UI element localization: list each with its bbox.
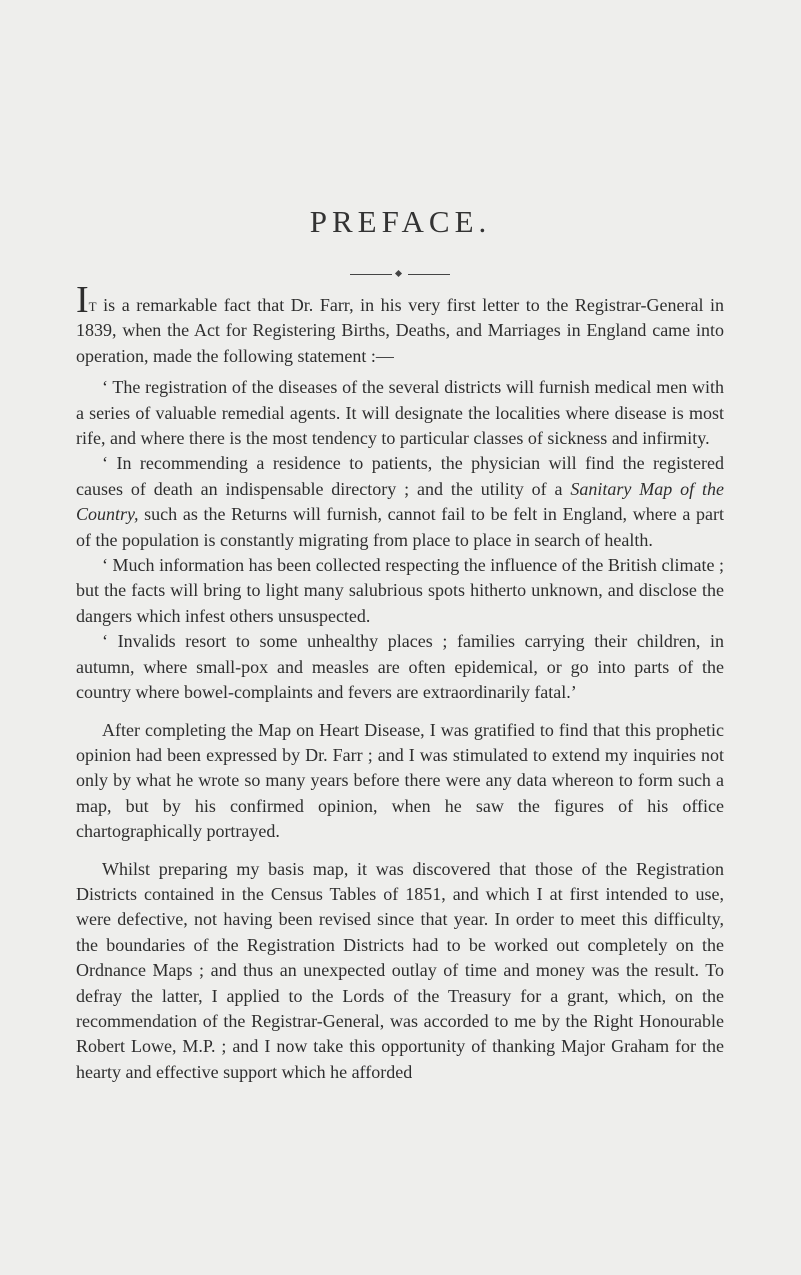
farr-quotation xyxy=(76,375,724,705)
body-paragraphs xyxy=(76,718,724,1086)
quote-paragraph-3: ‘ Much information has been collected respecting the influence of the British climate ; but the facts will bring to light many salubrious spots hitherto unknown, and disclose the dangers which infest others unsuspected. xyxy=(76,555,724,626)
ornament-rule-right xyxy=(408,274,450,275)
drop-cap: I xyxy=(76,279,89,321)
intro-paragraph xyxy=(76,279,724,369)
first-word-rest: t xyxy=(88,295,97,315)
quote-2-text-a: ‘ In recommending a residence to patients, the physician will find the registered causes of death an indispensable directory ; and the utility of a xyxy=(76,453,724,499)
intro-text: is a remarkable fact that Dr. Farr, in his very first letter to the Registrar-General in 1839, when the Act for Registering Births, Deaths, and Marriages in England came into operation, made the following statement :— xyxy=(76,295,724,366)
quote-paragraph-2 xyxy=(76,451,724,553)
quote-2-text-b: such as the Returns will furnish, cannot fail to be felt in England, where a part of the population is constantly migrating from place to place in search of health. xyxy=(76,504,724,550)
quote-paragraph-4: ‘ Invalids resort to some unhealthy places ; families carrying their children, in autumn, where small-pox and measles are often epidemical, or go into parts of the country where bowel-complaints and fevers are extraordinarily fatal.’ xyxy=(76,631,724,703)
body-paragraph-1: After completing the Map on Heart Disease, I was gratified to find that this prophetic opinion had been expressed by Dr. Farr ; and I was stimulated to extend my inquiries not only by what he wrote so many years before there were any data whereon to form such a map, but by his confirmed opinion, when he saw the figures of his office chartographically portrayed. xyxy=(76,719,724,842)
body-paragraph-2: Whilst preparing my basis map, it was discovered that those of the Registration Districts contained in the Census Tables of 1851, and which I at first intended to use, were defective, not having been revised since that year. In order to meet this difficulty, the boundaries of the Registration Districts had to be worked out completely on the Ordnance Maps ; and thus an unexpected outlay of time and money was the result. To defray the latter, I applied to the Lords of the Treasury for a grant, which, on the recommendation of the Registrar-General, was accorded to me by the Right Honourable Robert Lowe, M.P. ; and I now take this opportunity of thanking Major Graham for the hearty and effective support which he afforded xyxy=(76,858,724,1082)
quote-2-italic: Sanitary Map of the Country, xyxy=(76,478,725,525)
preface-text xyxy=(76,279,725,1085)
quote-paragraph-1: ‘ The registration of the diseases of the several districts will furnish medical men with a series of valuable remedial agents. It will designate the localities where disease is most rife, and where there is the most tendency to particular classes of sickness and infirmity. xyxy=(76,377,724,449)
diamond-ornament-icon xyxy=(395,269,402,276)
page-title: PREFACE. xyxy=(309,204,492,239)
title-ornament xyxy=(350,270,450,278)
ornament-rule-left xyxy=(350,274,392,275)
